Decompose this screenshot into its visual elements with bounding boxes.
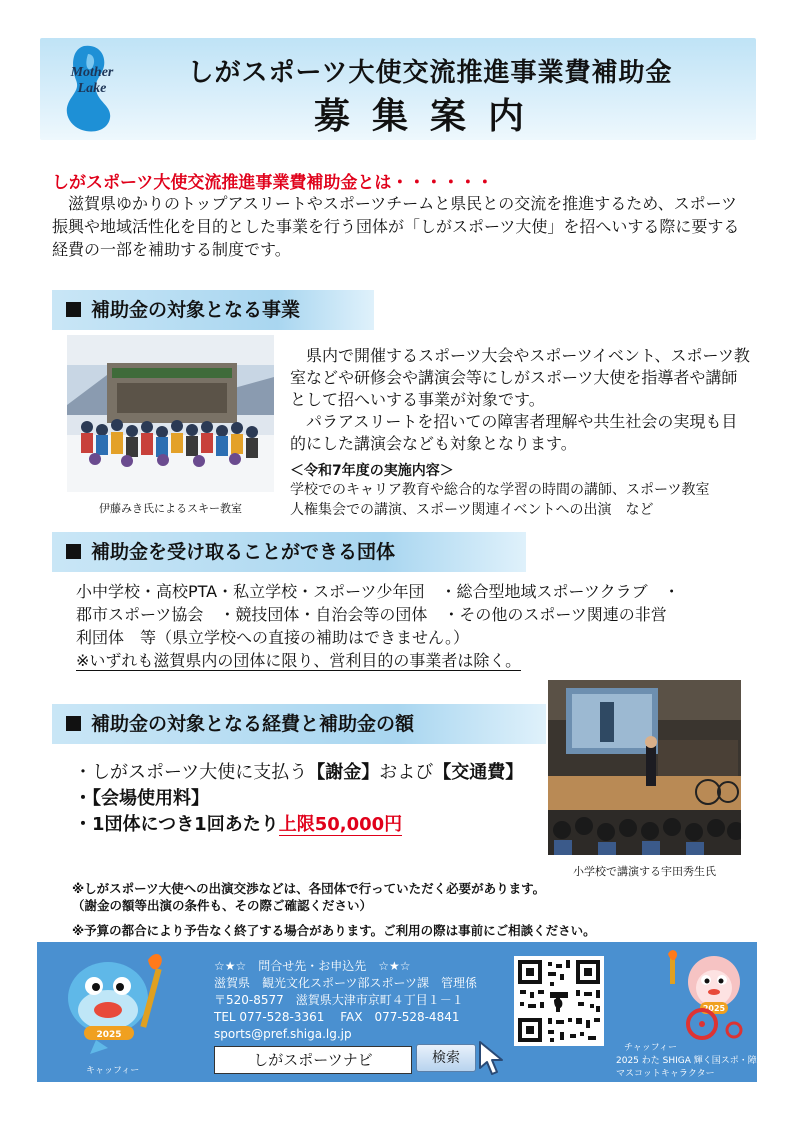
subsidy-limit-amount: 上限50,000円 [278, 814, 403, 835]
cost-item [74, 812, 523, 838]
notes [72, 880, 752, 939]
square-bullet-icon [66, 544, 81, 559]
contact-department: 滋賀県 観光文化スポーツ部スポーツ課 管理係 [214, 976, 478, 990]
caffy-mascot-icon [56, 948, 176, 1058]
square-bullet-icon [66, 716, 81, 731]
section-heading-eligible-costs [52, 704, 546, 744]
cost-item-text: ・1団体につき1回あたり [74, 814, 279, 835]
cost-item-text: ・しがスポーツ大使に支払う [74, 762, 308, 783]
mascot-right-description: マスコットキャラクター [616, 1069, 715, 1079]
mascot-right-description: 2025 わた SHIGA 輝く国スポ・障スポ [616, 1056, 775, 1066]
note-line: ※しがスポーツ大使への出演交渉などは、各団体で行っていただく必要があります。 [72, 881, 546, 896]
eligible-groups-note: ※いずれも滋賀県内の団体に限り、営利目的の事業者は除く。 [76, 651, 522, 670]
cost-item: ・【会場使用料】 [74, 788, 209, 809]
section-heading-text: 補助金の対象となる事業 [91, 299, 301, 321]
intro-heading: しがスポーツ大使交流推進事業費補助金とは・・・・・・ [52, 173, 494, 193]
groups-line: 利団体 等（県立学校への直接の補助はできません。） [76, 628, 469, 647]
contact-email[interactable]: sports@pref.shiga.lg.jp [214, 1027, 352, 1041]
section1-paragraph: パラアスリートを招いての障害者理解や共生社会の実現も目的にした講演会なども対象となります。 [290, 412, 738, 453]
school-lecture-photo [548, 680, 741, 855]
cost-travel-label: 【交通費】 [433, 762, 524, 783]
cost-item [74, 760, 523, 786]
logo-text [58, 65, 126, 97]
groups-line: 小中学校・高校PTA・私立学校・スポーツ少年団 ・総合型地域スポーツクラブ ・ [76, 582, 680, 601]
ski-class-caption: 伊藤みき氏によるスキー教室 [99, 502, 242, 515]
mascot-left-label: キャッフィー [86, 1066, 140, 1076]
eligible-groups-list [76, 580, 736, 649]
section1-body [290, 345, 752, 455]
ski-class-photo [67, 335, 274, 492]
detail-line: 学校でのキャリア教育や総合的な学習の時間の講師、スポーツ教室 [290, 482, 710, 498]
detail-line: 人権集会での講演、スポーツ関連イベントへの出演 など [290, 502, 654, 518]
section-heading-eligible-groups [52, 532, 526, 572]
mascot-badge-text: 2025 [702, 1004, 726, 1013]
cost-fee-label: 【謝金】 [307, 762, 380, 783]
groups-line: 郡市スポーツ協会 ・競技団体・自治会等の団体 ・その他のスポーツ関連の非営 [76, 605, 667, 624]
contact-address: 〒520-8577 滋賀県大津市京町４丁目１－１ [214, 993, 464, 1007]
section-heading-text: 補助金を受け取ることができる団体 [91, 541, 396, 563]
mascot-right-name: チャッフィー [624, 1043, 678, 1053]
chaffy-mascot-icon [664, 950, 752, 1040]
logo-text-line2: Lake [77, 81, 107, 96]
cursor-arrow-icon [476, 1040, 506, 1076]
logo-text-line1: Mother [70, 65, 114, 80]
qr-code-icon[interactable] [514, 956, 604, 1046]
section-heading-eligible-projects [52, 290, 374, 330]
intro-body: 滋賀県ゆかりのトップアスリートやスポーツチームと県民との交流を推進するため、スポーツ振興や地域活性化を目的とした事業を行う団体が「しがスポーツ大使」を招へいする際に要する経費の一部を補助する制度です。 [52, 194, 740, 259]
fiscal-year-subheading: ＜令和7年度の実施内容＞ [290, 463, 454, 479]
note-line: ※予算の都合により予告なく終了する場合があります。ご利用の際は事前にご相談ください。 [72, 923, 596, 938]
mascot-badge-text: 2025 [96, 1030, 122, 1040]
contact-title: ☆★☆ 問合せ先・お申込先 ☆★☆ [214, 959, 411, 973]
contact-tel-fax: TEL 077-528-3361 FAX 077-528-4841 [214, 1010, 460, 1024]
note-line: （謝金の額等出演の条件も、その際ご確認ください） [72, 898, 373, 913]
page-title: しがスポーツ大使交流推進事業費補助金 [187, 58, 673, 88]
contact-info [214, 958, 514, 1043]
cost-item-text: および [379, 762, 434, 783]
square-bullet-icon [66, 302, 81, 317]
search-button[interactable]: 検索 [416, 1044, 476, 1072]
eligible-costs-list [74, 760, 523, 838]
school-lecture-caption: 小学校で講演する宇田秀生氏 [573, 865, 716, 878]
section1-paragraph: 県内で開催するスポーツ大会やスポーツイベント、スポーツ教室などや研修会や講演会等にしがスポーツ大使を指導者や講師として招へいする事業が対象です。 [290, 346, 750, 409]
search-keyword-box[interactable]: しがスポーツナビ [214, 1046, 412, 1074]
section-heading-text: 補助金の対象となる経費と補助金の額 [91, 713, 415, 735]
fiscal-year-details [290, 480, 760, 520]
page-subtitle: 募集案内 [313, 96, 546, 137]
